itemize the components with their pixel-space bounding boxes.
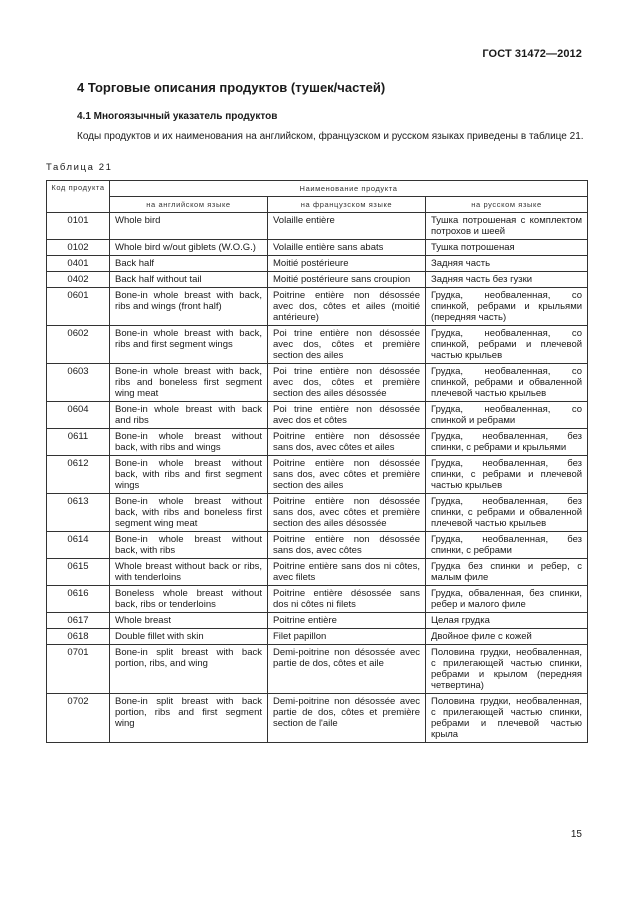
header-name-group: Наименование продукта [110,181,588,197]
french-name-cell: Moitié postérieure sans croupion [268,272,426,288]
code-cell: 0102 [47,240,110,256]
russian-name-cell: Грудка, необваленная, без спинки, с ребрами [426,532,588,559]
russian-name-cell: Задняя часть без гузки [426,272,588,288]
french-name-cell: Poitrine entière [268,613,426,629]
french-name-cell: Poitrine entière non désossée sans dos, avec côtes [268,532,426,559]
table-row [47,256,588,272]
table-row [47,364,588,402]
french-name-cell: Poitrine entière désossée sans dos ni côtes ni filets [268,586,426,613]
french-name-cell: Poitrine entière non désossée sans dos, avec côtes et première section des ailes désossée [268,494,426,532]
russian-name-cell: Грудка, необваленная, со спинкой и ребрами [426,402,588,429]
table-row [47,494,588,532]
english-name-cell: Bone-in whole breast with back, ribs and first segment wings [110,326,268,364]
english-name-cell: Whole bird w/out giblets (W.O.G.) [110,240,268,256]
code-cell: 0702 [47,694,110,743]
table-row [47,240,588,256]
russian-name-cell: Тушка потрошеная [426,240,588,256]
table-row [47,532,588,559]
russian-name-cell: Грудка, необваленная, без спинки, с ребрами и крыльями [426,429,588,456]
french-name-cell: Filet papillon [268,629,426,645]
code-cell: 0618 [47,629,110,645]
code-cell: 0401 [47,256,110,272]
english-name-cell: Bone-in whole breast with back, ribs and boneless first segment wing meat [110,364,268,402]
code-cell: 0616 [47,586,110,613]
english-name-cell: Bone-in whole breast with back and ribs [110,402,268,429]
standard-id: ГОСТ 31472—2012 [482,48,582,60]
english-name-cell: Whole breast [110,613,268,629]
page-number: 15 [570,829,582,840]
russian-name-cell: Грудка без спинки и ребер, с малым филе [426,559,588,586]
french-name-cell: Poitrine entière non désossée sans dos, avec côtes et ailes [268,429,426,456]
french-name-cell: Poi trine entière non désossée avec dos, côtes et première section des ailes désossée [268,364,426,402]
english-name-cell: Bone-in whole breast without back, with ribs and wings [110,429,268,456]
table-row [47,645,588,694]
english-name-cell: Bone-in whole breast without back, with ribs [110,532,268,559]
russian-name-cell: Грудка, необваленная, без спинки, с ребрами и обваленной плечевой частью крыльев [426,494,588,532]
table-row [47,559,588,586]
table-row [47,429,588,456]
intro-paragraph: Коды продуктов и их наименования на английском, французском и русском языках приведены в таблице 21. [77,131,584,142]
english-name-cell: Double fillet with skin [110,629,268,645]
french-name-cell: Volaille entière sans abats [268,240,426,256]
french-name-cell: Demi-poitrine non désossée avec partie de dos, côtes et première section de l'aile [268,694,426,743]
russian-name-cell: Тушка потрошеная с комплектом потрохов и шеей [426,213,588,240]
table-row [47,272,588,288]
french-name-cell: Poi trine entière non désossée avec dos, côtes et première section des ailes [268,326,426,364]
russian-name-cell: Половина грудки, необваленная, с прилегающей частью спинки, ребрами и плечевой частью крыла [426,694,588,743]
english-name-cell: Bone-in whole breast without back, with ribs and boneless first segment wing meat [110,494,268,532]
russian-name-cell: Грудка, необваленная, со спинкой, ребрами и плечевой частью крыльев [426,326,588,364]
code-cell: 0604 [47,402,110,429]
table-row [47,586,588,613]
header-en: на английском языке [110,197,268,213]
code-cell: 0101 [47,213,110,240]
russian-name-cell: Двойное филе с кожей [426,629,588,645]
russian-name-cell: Грудка, необваленная, со спинкой, ребрами и обваленной плечевой частью крыльев [426,364,588,402]
table-caption: Таблица 21 [46,162,113,173]
code-cell: 0701 [47,645,110,694]
code-cell: 0603 [47,364,110,402]
code-cell: 0601 [47,288,110,326]
french-name-cell: Poitrine entière sans dos ni côtes, avec filets [268,559,426,586]
code-cell: 0613 [47,494,110,532]
french-name-cell: Poi trine entière non désossée avec dos et côtes [268,402,426,429]
code-cell: 0617 [47,613,110,629]
code-cell: 0612 [47,456,110,494]
header-fr: на французском языке [268,197,426,213]
english-name-cell: Bone-in whole breast with back, ribs and wings (front half) [110,288,268,326]
product-codes-table [46,180,588,743]
english-name-cell: Whole bird [110,213,268,240]
french-name-cell: Volaille entière [268,213,426,240]
header-ru: на русском языке [426,197,588,213]
subsection-title: 4.1 Многоязычный указатель продуктов [77,111,278,122]
russian-name-cell: Половина грудки, необваленная, с прилегающей частью спинки, ребрами и крылом (передняя четвертина) [426,645,588,694]
french-name-cell: Demi-poitrine non désossée avec partie de dos, côtes et aile [268,645,426,694]
english-name-cell: Bone-in whole breast without back, with ribs and first segment wings [110,456,268,494]
table-row [47,326,588,364]
code-cell: 0602 [47,326,110,364]
section-title: 4 Торговые описания продуктов (тушек/частей) [77,80,386,95]
english-name-cell: Whole breast without back or ribs, with tenderloins [110,559,268,586]
code-cell: 0615 [47,559,110,586]
code-cell: 0402 [47,272,110,288]
header-code: Код продукта [47,181,110,213]
russian-name-cell: Целая грудка [426,613,588,629]
english-name-cell: Bone-in split breast with back portion, ribs, and wing [110,645,268,694]
table-row [47,629,588,645]
table-row [47,402,588,429]
table-row [47,694,588,743]
english-name-cell: Bone-in split breast with back portion, ribs and first segment wing [110,694,268,743]
code-cell: 0614 [47,532,110,559]
table-row [47,456,588,494]
english-name-cell: Back half [110,256,268,272]
table-row [47,213,588,240]
english-name-cell: Boneless whole breast without back, ribs or tenderloins [110,586,268,613]
english-name-cell: Back half without tail [110,272,268,288]
french-name-cell: Moitié postérieure [268,256,426,272]
code-cell: 0611 [47,429,110,456]
russian-name-cell: Грудка, необваленная, без спинки, с ребрами и плечевой частью крыльев [426,456,588,494]
french-name-cell: Poitrine entière non désossée sans dos, avec côtes et première section des ailes [268,456,426,494]
table-row [47,288,588,326]
russian-name-cell: Задняя часть [426,256,588,272]
french-name-cell: Poitrine entière non désossée avec dos, côtes et ailes (moitié antérieure) [268,288,426,326]
russian-name-cell: Грудка, необваленная, со спинкой, ребрами и крыльями (передняя часть) [426,288,588,326]
russian-name-cell: Грудка, обваленная, без спинки, ребер и малого филе [426,586,588,613]
table-row [47,613,588,629]
